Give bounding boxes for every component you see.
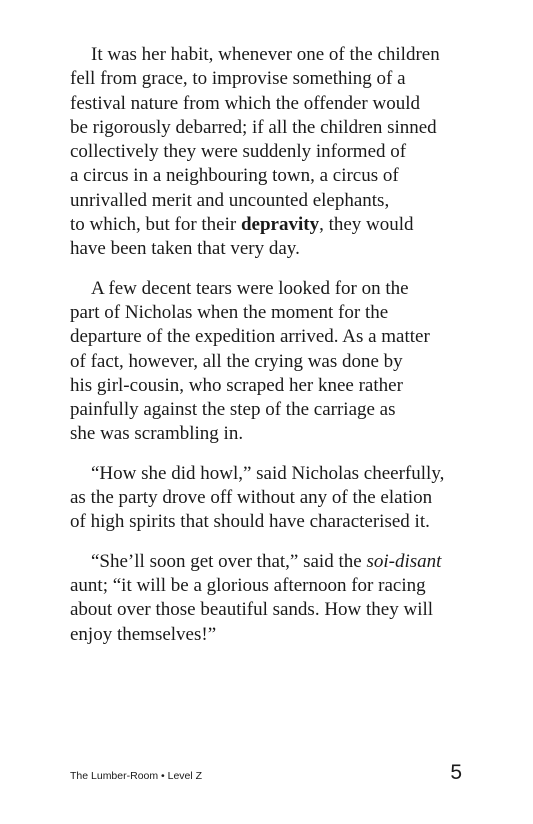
text-run: a circus in a neighbouring town, a circus of [70, 165, 399, 187]
text-line [70, 67, 470, 91]
text-line [70, 116, 470, 140]
text-run: enjoy themselves!” [70, 623, 217, 645]
text-run: she was scrambling in. [70, 423, 244, 445]
paragraph [70, 277, 470, 447]
text-run: have been taken that very day. [70, 238, 300, 260]
paragraph [70, 43, 470, 262]
text-line [70, 164, 470, 188]
text-run: “She’ll soon get over that,” said the [91, 550, 367, 572]
text-line [70, 237, 470, 261]
text-line [70, 486, 470, 510]
text-run: collectively they were suddenly informed of [70, 141, 407, 163]
text-run: fell from grace, to improvise something of a [70, 68, 406, 90]
text-run: be rigorously debarred; if all the children sinned [70, 116, 437, 138]
text-run: of high spirits that should have characterised it. [70, 511, 430, 533]
page-number: 5 [450, 761, 462, 784]
text-run: It was her habit, whenever one of the children [91, 44, 440, 65]
text-run: A few decent tears were looked for on the [91, 277, 409, 299]
text-run: departure of the expedition arrived. As a matter [70, 326, 430, 348]
text-line [70, 277, 470, 301]
text-run: as the party drove off without any of the elation [70, 487, 433, 509]
text-line [70, 623, 470, 647]
text-line [70, 301, 470, 325]
story-text [70, 43, 470, 662]
text-run: his girl-cousin, who scraped her knee rather [70, 374, 403, 396]
text-line [70, 422, 470, 446]
italic-phrase: soi-disant [366, 550, 442, 572]
text-line [70, 213, 470, 237]
paragraph [70, 462, 470, 535]
text-line [70, 598, 470, 622]
text-run: painfully against the step of the carriage as [70, 399, 396, 421]
footer-book-title: The Lumber-Room • Level Z [70, 770, 203, 782]
text-line [70, 510, 470, 534]
text-line [70, 43, 470, 67]
text-run: “How she did howl,” said Nicholas cheerfully, [91, 462, 445, 484]
text-line [70, 140, 470, 164]
text-run: of fact, however, all the crying was done by [70, 350, 403, 372]
page-footer [70, 761, 462, 785]
text-line [70, 92, 470, 116]
text-line [70, 374, 470, 398]
text-line [70, 550, 470, 574]
paragraph [70, 550, 470, 647]
text-run: , they would [319, 214, 414, 236]
text-run: about over those beautiful sands. How they will [70, 599, 434, 621]
text-line [70, 189, 470, 213]
text-run: unrivalled merit and uncounted elephants, [70, 189, 390, 211]
text-run: part of Nicholas when the moment for the [70, 301, 389, 323]
vocabulary-word: depravity [240, 214, 320, 236]
text-line [70, 398, 470, 422]
text-run: aunt; “it will be a glorious afternoon for racing [70, 574, 426, 596]
text-run: festival nature from which the offender would [70, 92, 420, 114]
text-line [70, 462, 470, 486]
text-line [70, 574, 470, 598]
text-run: to which, but for their [70, 214, 241, 236]
text-line [70, 325, 470, 349]
text-line [70, 350, 470, 374]
